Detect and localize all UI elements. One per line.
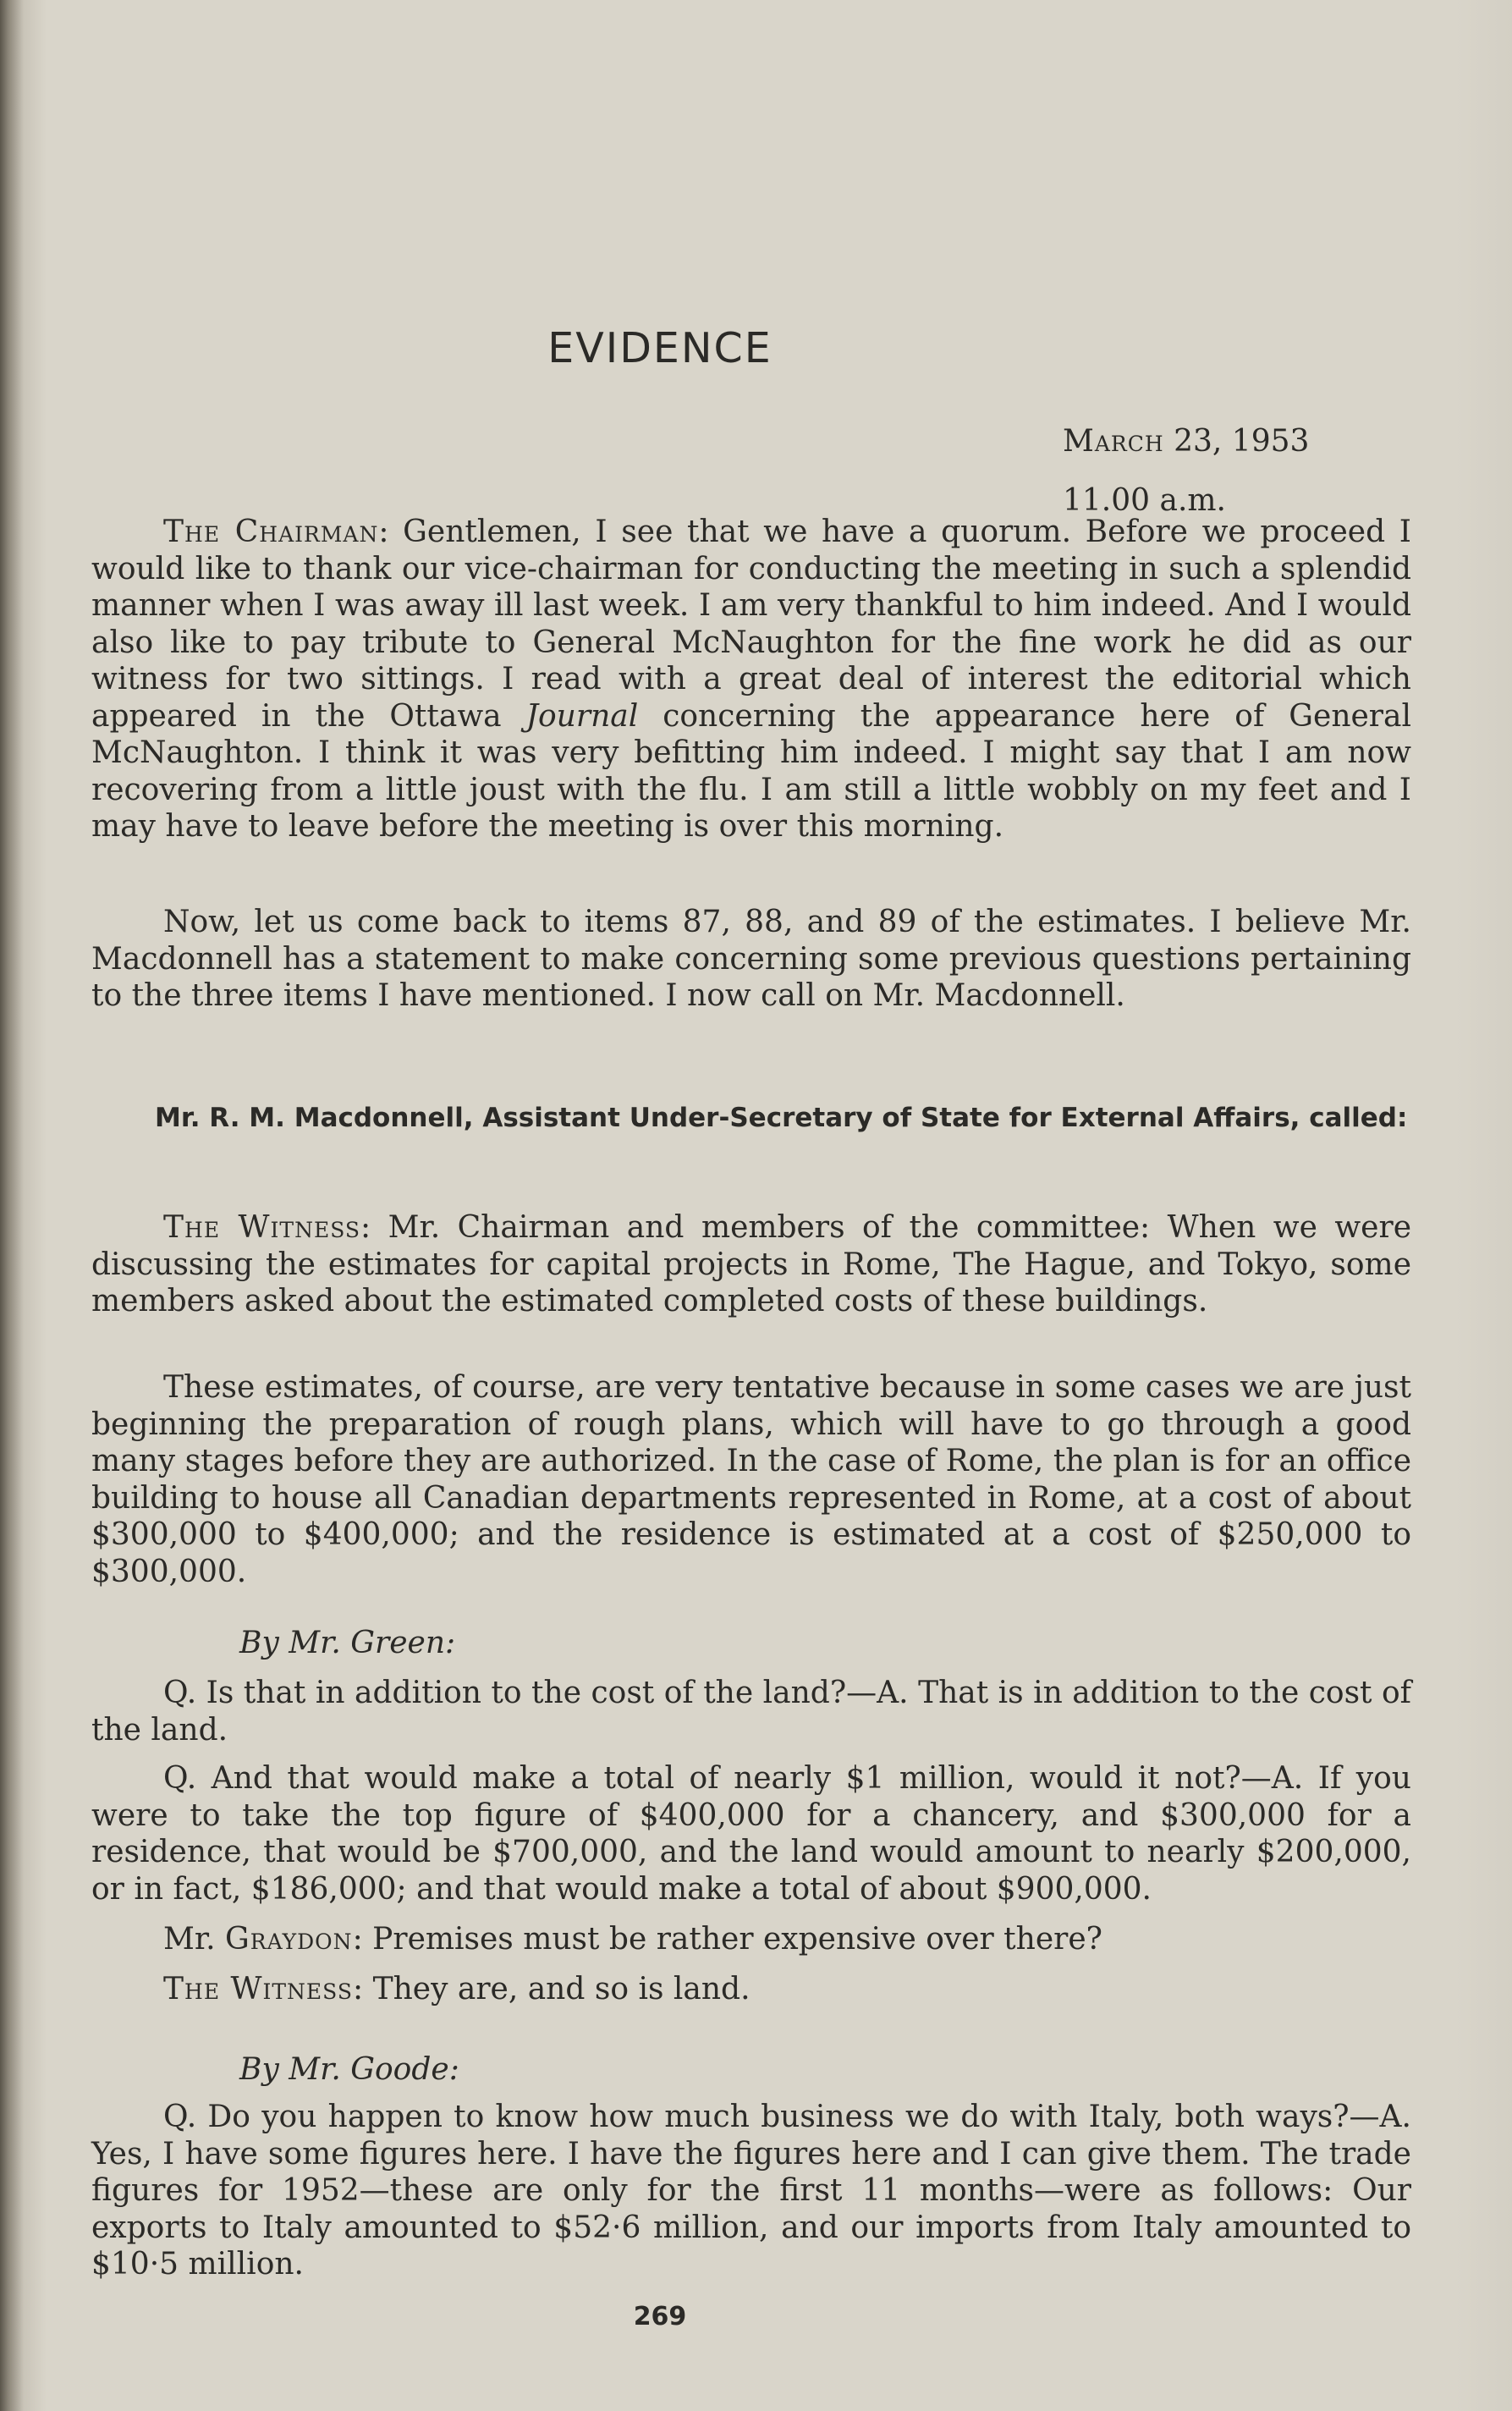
speaker-witness-2: The Witness — [163, 1972, 353, 2006]
byline-green: By Mr. Green: — [239, 1626, 456, 1660]
qa-goode-1: Q. Do you happen to know how much business we do with Italy, both ways?—A. Yes, I have some figures here. I have the figures here and I can give them. The trade figures for 1952—these are only for the first 11 months—were as follows: Our exports to Italy amounted to $52·6 million, and our imports from Italy amounted to $10·5 million. — [91, 2100, 1411, 2282]
chairman-paragraph-2: Now, let us come back to items 87, 88, and 89 of the estimates. I believe Mr. Macdonnell has a statement to make concerning some previous questions pertaining to the three items I have mentioned. I now call on Mr. Macdonnell. — [91, 905, 1411, 1013]
date-month: March — [1063, 424, 1164, 459]
witness-heading: Mr. R. M. Macdonnell, Assistant Under-Secretary of State for External Affairs, called: — [155, 1103, 1408, 1133]
date-line — [1063, 412, 1309, 471]
speaker-witness: The Witness — [163, 1210, 361, 1245]
witness-reply: The Witness: They are, and so is land. — [163, 1972, 751, 2006]
chairman-paragraph: The Chairman: Gentlemen, I see that we have a quorum. Before we proceed I would like to thank our vice-chairman for conducting the meeting in such a splendid manner when I was away ill last week. I am very thankful to him indeed. And I would also like to pay tribute to General McNaughton for the fine work he did as our witness for two sittings. I read with a great deal of interest the editorial which appeared in the Ottawa Journal concerning the appearance here of General McNaughton. I think it was very befitting him indeed. I might say that I am now recovering from a little joust with the flu. I am still a little wobbly on my feet and I may have to leave before the meeting is over this morning. — [91, 515, 1412, 844]
speaker-graydon: Graydon — [225, 1922, 353, 1957]
date-day-year: 23, 1953 — [1163, 424, 1310, 459]
byline-goode: By Mr. Goode: — [239, 2052, 459, 2087]
graydon-question: Mr. Graydon: Premises must be rather expensive over there? — [163, 1922, 1102, 1957]
time-line: 11.00 a.m. — [1063, 483, 1226, 518]
witness-paragraph-1: The Witness: Mr. Chairman and members of the committee: When we were discussing the estimates for capital projects in Rome, The Hague, and Tokyo, some members asked about the estimated completed costs of these buildings. — [91, 1210, 1411, 1318]
speaker-chairman: The Chairman — [163, 515, 379, 549]
qa-green-1: Q. Is that in addition to the cost of the land?—A. That is in addition to the cost of the land. — [91, 1676, 1411, 1748]
witness-paragraph-2: These estimates, of course, are very tentative because in some cases we are just beginning the preparation of rough plans, which will have to go through a good many stages before they are authorized. In the case of Rome, the plan is for an office building to house all Canadian departments represented in Rome, at a cost of about $300,000 to $400,000; and the residence is estimated at a cost of $250,000 to $300,000. — [91, 1370, 1411, 1589]
page-title: EVIDENCE — [547, 324, 772, 372]
page-number: 269 — [633, 2302, 687, 2331]
date-block — [1063, 412, 1309, 531]
journal-italic: Journal — [525, 698, 639, 734]
qa-green-2: Q. And that would make a total of nearly $1 million, would it not?—A. If you were to take the top figure of $400,000 for a chancery, and $300,000 for a residence, that would be $700,000, and the land would amount to nearly $200,000, or in fact, $186,000; and that would make a total of about $900,000. — [91, 1761, 1411, 1907]
